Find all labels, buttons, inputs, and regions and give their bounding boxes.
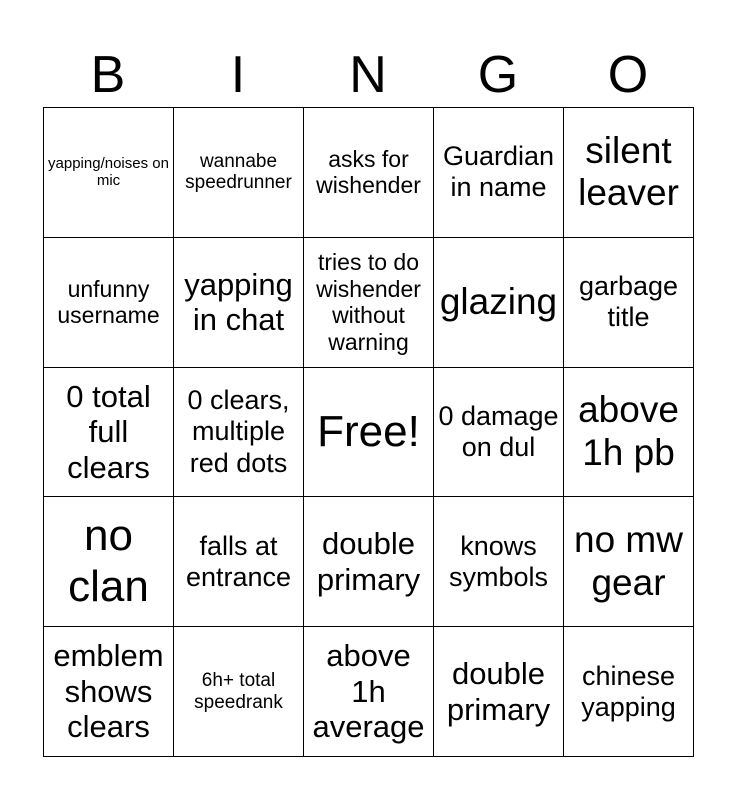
bingo-cell[interactable]: knows symbols (434, 497, 564, 627)
bingo-cell[interactable]: yapping in chat (174, 237, 304, 367)
free-space-cell[interactable]: Free! (304, 367, 434, 497)
bingo-cell[interactable]: silent leaver (564, 108, 694, 238)
bingo-header (43, 44, 693, 106)
bingo-cell[interactable]: 0 damage on dul (434, 367, 564, 497)
board-row (44, 627, 694, 757)
bingo-cell[interactable]: falls at entrance (174, 497, 304, 627)
header-letter-o: O (607, 46, 649, 104)
bingo-cell[interactable]: no mw gear (564, 497, 694, 627)
board-row (44, 108, 694, 238)
header-letter-n: N (349, 46, 387, 104)
bingo-cell[interactable]: unfunny username (44, 237, 174, 367)
board-row (44, 367, 694, 497)
bingo-cell[interactable]: chinese yapping (564, 627, 694, 757)
bingo-cell[interactable]: yapping/noises on mic (44, 108, 174, 238)
board-row (44, 497, 694, 627)
bingo-cell[interactable]: emblem shows clears (44, 627, 174, 757)
bingo-cell[interactable]: garbage title (564, 237, 694, 367)
bingo-board (43, 107, 694, 757)
header-letter-b: B (90, 46, 126, 104)
header-letter-g: G (477, 46, 519, 104)
bingo-cell[interactable]: glazing (434, 237, 564, 367)
bingo-cell[interactable]: 6h+ total speedrank (174, 627, 304, 757)
bingo-cell[interactable]: 0 clears, multiple red dots (174, 367, 304, 497)
bingo-cell[interactable]: asks for wishender (304, 108, 434, 238)
bingo-cell[interactable]: Guardian in name (434, 108, 564, 238)
bingo-cell[interactable]: 0 total full clears (44, 367, 174, 497)
bingo-cell[interactable]: wannabe speedrunner (174, 108, 304, 238)
header-letter-i: I (230, 46, 246, 104)
bingo-cell[interactable]: double primary (434, 627, 564, 757)
bingo-cell[interactable]: no clan (44, 497, 174, 627)
board-row (44, 237, 694, 367)
bingo-cell[interactable]: above 1h average (304, 627, 434, 757)
bingo-cell[interactable]: tries to do wishender without warning (304, 237, 434, 367)
bingo-cell[interactable]: double primary (304, 497, 434, 627)
bingo-cell[interactable]: above 1h pb (564, 367, 694, 497)
